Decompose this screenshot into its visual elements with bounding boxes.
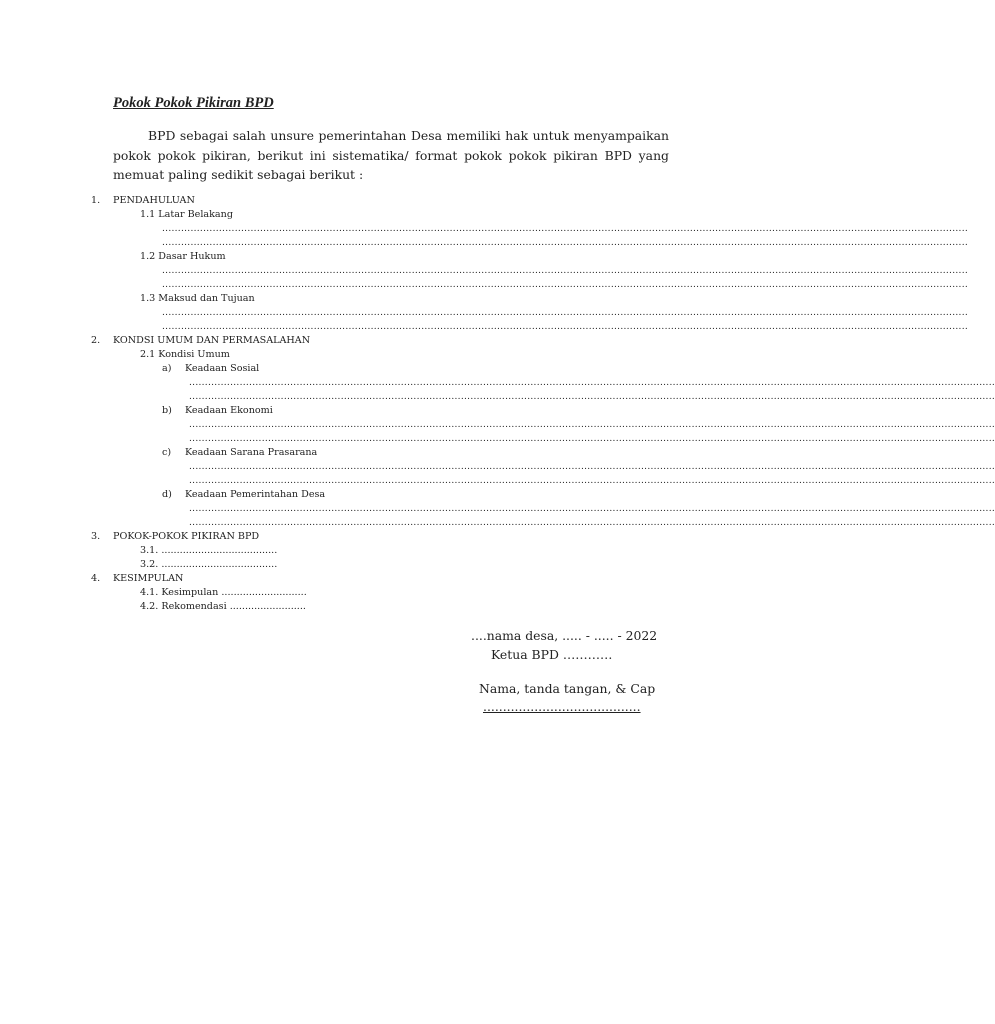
section-1-heading: PENDAHULUAN bbox=[113, 195, 195, 206]
section-2-heading: KONDSI UMUM DAN PERMASALAHAN bbox=[113, 335, 311, 346]
item-c-label: Keadaan Sarana Prasarana bbox=[185, 447, 318, 458]
fill-line: ............................................................................................................................................................................................................................................................... bbox=[189, 392, 995, 402]
sub-1-1-label: 1.1 Latar Belakang bbox=[140, 209, 233, 220]
item-a-label: Keadaan Sosial bbox=[185, 363, 260, 374]
sub-4-2-label: 4.2. Rekomendasi ......................... bbox=[140, 601, 306, 612]
signature-line: ........................................ bbox=[483, 699, 641, 714]
item-b-label: Keadaan Ekonomi bbox=[185, 405, 273, 416]
fill-line: ............................................................................................................................................................................................................................................................... bbox=[162, 308, 969, 318]
sub-3-1-label: 3.1. ...................................... bbox=[140, 545, 278, 556]
section-4-heading: KESIMPULAN bbox=[113, 573, 184, 584]
fill-line: ............................................................................................................................................................................................................................................................... bbox=[189, 378, 995, 388]
fill-line: ............................................................................................................................................................................................................................................................... bbox=[162, 224, 969, 234]
sub-1-3-label: 1.3 Maksud dan Tujuan bbox=[140, 293, 255, 304]
section-2-number: 2. bbox=[91, 335, 101, 346]
fill-line: ............................................................................................................................................................................................................................................................... bbox=[189, 420, 995, 430]
fill-line: ............................................................................................................................................................................................................................................................... bbox=[189, 518, 995, 528]
fill-line: ............................................................................................................................................................................................................................................................... bbox=[162, 266, 969, 276]
item-c-marker: c) bbox=[162, 447, 172, 458]
fill-line: ............................................................................................................................................................................................................................................................... bbox=[189, 504, 995, 514]
section-3-number: 3. bbox=[91, 531, 101, 542]
section-4-number: 4. bbox=[91, 573, 101, 584]
intro-paragraph: BPD sebagai salah unsure pemerintahan Desa memiliki hak untuk menyampaikan pokok pokok pikiran, berikut ini sistematika/ format pokok pokok pikiran BPD yang memuat paling sedikit sebagai berikut : bbox=[113, 128, 669, 182]
document-title: Pokok Pokok Pikiran BPD bbox=[113, 95, 274, 111]
place-date: ....nama desa, ..... - ..... - 2022 bbox=[471, 628, 658, 643]
signer-role: Ketua BPD ………… bbox=[491, 647, 613, 662]
item-b-marker: b) bbox=[162, 405, 172, 416]
sub-3-2-label: 3.2. ...................................... bbox=[140, 559, 278, 570]
fill-line: ............................................................................................................................................................................................................................................................... bbox=[162, 238, 969, 248]
item-d-marker: d) bbox=[162, 489, 172, 500]
section-3-heading: POKOK-POKOK PIKIRAN BPD bbox=[113, 531, 260, 542]
section-1-number: 1. bbox=[91, 195, 101, 206]
fill-line: ............................................................................................................................................................................................................................................................... bbox=[189, 462, 995, 472]
item-d-label: Keadaan Pemerintahan Desa bbox=[185, 489, 326, 500]
item-a-marker: a) bbox=[162, 363, 172, 374]
fill-line: ............................................................................................................................................................................................................................................................... bbox=[189, 476, 995, 486]
sub-2-1-label: 2.1 Kondisi Umum bbox=[140, 349, 230, 360]
name-signature-label: Nama, tanda tangan, & Cap bbox=[479, 681, 656, 696]
fill-line: ............................................................................................................................................................................................................................................................... bbox=[162, 280, 969, 290]
fill-line: ............................................................................................................................................................................................................................................................... bbox=[189, 434, 995, 444]
sub-4-1-label: 4.1. Kesimpulan ............................ bbox=[140, 587, 307, 598]
sub-1-2-label: 1.2 Dasar Hukum bbox=[140, 251, 226, 262]
fill-line: ............................................................................................................................................................................................................................................................... bbox=[162, 322, 969, 332]
